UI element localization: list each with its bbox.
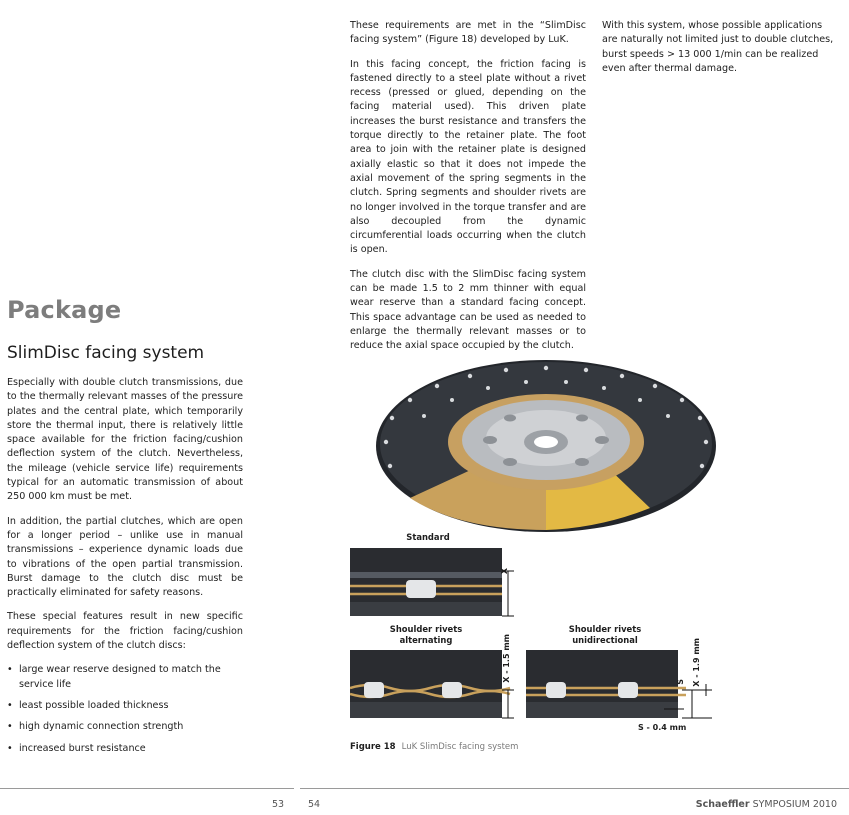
caption-title: LuK SlimDisc facing system	[401, 742, 519, 752]
section-title: Package	[7, 296, 122, 324]
list-item: • increased burst resistance	[7, 742, 243, 756]
footer-rule-left	[0, 788, 294, 789]
measure-x-minus-1-9: X - 1.9 mm	[692, 638, 701, 687]
list-item: • large wear reserve designed to match the service life	[7, 663, 243, 692]
alternating-section-illustration	[350, 650, 514, 718]
middle-column	[350, 19, 586, 364]
brand-name: Schaeffler	[695, 799, 750, 810]
figure-illustration	[350, 358, 720, 738]
footer-rule-right	[300, 788, 849, 789]
page-number-right: 54	[308, 799, 321, 810]
figure-caption	[350, 742, 518, 752]
label-alternating: Shoulder rivets alternating	[389, 624, 463, 645]
paragraph: The clutch disc with the SlimDisc facing system can be made 1.5 to 2 mm thinner with equal wear reserve than a standard facing concept. This space advantage can be used as needed to enlarge the thermally relevant masses or to reduce the axial space occupied by the clutch.	[350, 268, 586, 352]
left-column	[7, 0, 245, 815]
right-column	[602, 19, 838, 86]
caption-number: Figure 18	[350, 742, 396, 752]
left-body-text	[7, 376, 243, 763]
page-number-left: 53	[272, 799, 285, 810]
paragraph: These special features result in new specific requirements for the friction facing/cushion deflection system of the clutch discs:	[7, 611, 243, 652]
brand-event: SYMPOSIUM 2010	[749, 799, 837, 810]
paragraph: These requirements are met in the “SlimDisc facing system” (Figure 18) developed by LuK.	[350, 20, 586, 46]
measure-s: S	[676, 679, 685, 685]
standard-section-illustration	[350, 548, 514, 616]
footer-brand	[696, 799, 837, 810]
requirements-list	[7, 663, 243, 755]
list-item: • least possible loaded thickness	[7, 699, 243, 713]
clutch-disc-illustration	[368, 360, 716, 540]
measure-x: X	[500, 568, 509, 575]
paragraph: In this facing concept, the friction facing is fastened directly to a steel plate without a rivet recess (pressed or glued, depending on the facing material used). This driven plate increases the burst resistance and transfers the torque directly to the retainer plate. The foot area to join with the retainer plate is designed axially elastic so that it does not impede the axial movement of the spring segments in the clutch. Spring segments and shoulder rivets are no longer involved in the torque transfer and are also decoupled from the dynamic circumferential loads occurring when the clutch is open.	[350, 58, 586, 256]
paragraph: In addition, the partial clutches, which are open for a longer period – unlike use in manual transmissions – experience dynamic loads due to vibrations of the open partial transmission. Burst damage to the clutch disc must be practically eliminated for safety reasons.	[7, 515, 243, 599]
label-standard: Standard	[406, 532, 450, 542]
paragraph: Especially with double clutch transmissions, due to the thermally relevant masses of the pressure plates and the central plate, which temporarily store the thermal input, there is relatively little space available for the friction facing/cushion deflection system of the clutch. Nevertheless, the mileage (vehicle service life) requirements typical for an automatic transmission of about 250 000 km must be met.	[7, 377, 243, 503]
figure-slimdisc	[350, 358, 720, 738]
section-subtitle: SlimDisc facing system	[7, 343, 205, 363]
paragraph: With this system, whose possible applications are naturally not limited just to double clutches, burst speeds > 13 000 1/min can be realized even after thermal damage.	[602, 20, 834, 74]
measure-s-minus-0-4: S - 0.4 mm	[638, 723, 687, 732]
list-item: • high dynamic connection strength	[7, 720, 243, 734]
measure-x-minus-1-5: X - 1.5 mm	[502, 634, 511, 683]
label-unidirectional: Shoulder rivets unidirectional	[568, 624, 642, 645]
